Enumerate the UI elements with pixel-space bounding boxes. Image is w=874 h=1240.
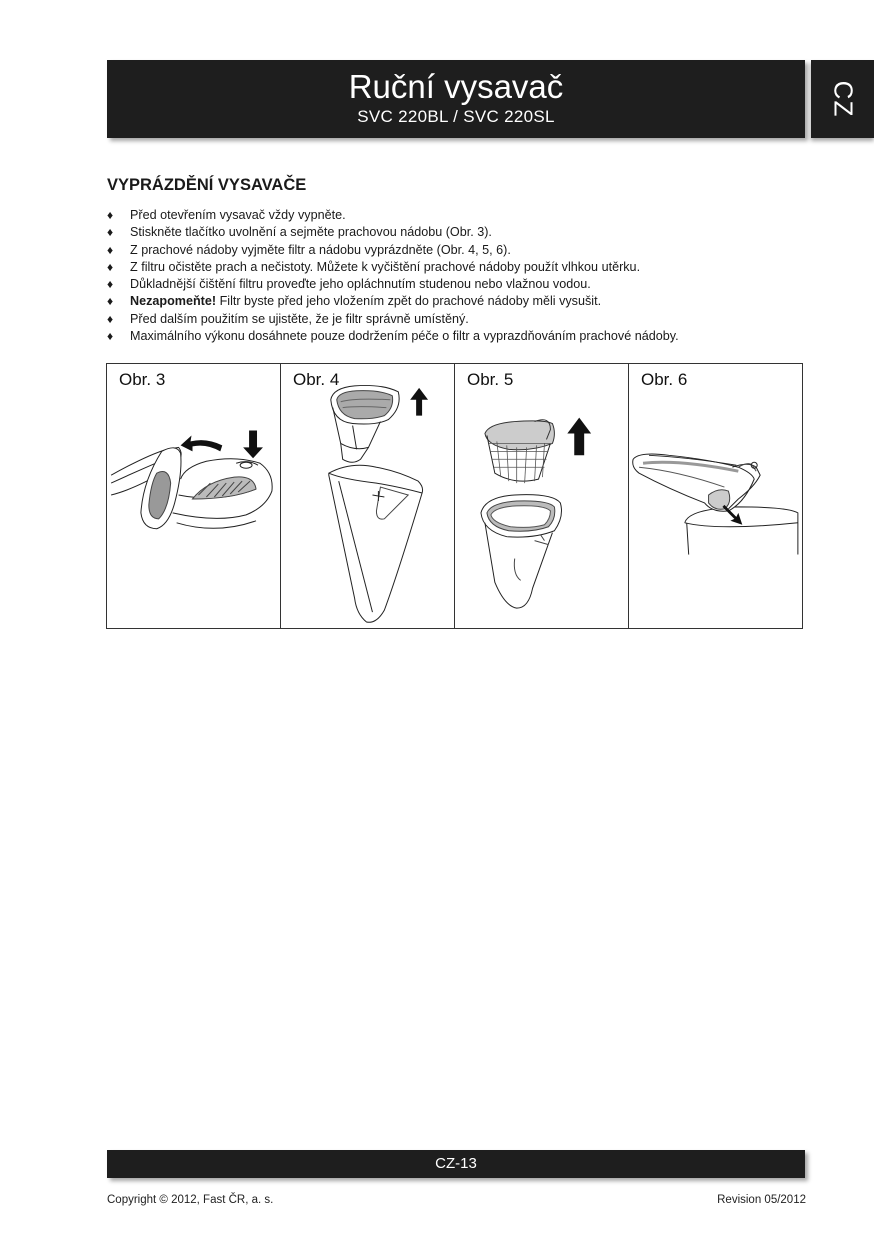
revision-text: Revision 05/2012	[717, 1194, 806, 1206]
language-code: CZ	[828, 80, 858, 118]
figure-4	[281, 364, 455, 628]
list-item: ♦ Nezapomeňte! Filtr byste před jeho vložením zpět do prachové nádoby měli vysušit.	[107, 293, 807, 310]
diamond-bullet-icon: ♦	[107, 242, 114, 257]
copyright-text: Copyright © 2012, Fast ČR, a. s.	[107, 1194, 274, 1206]
diamond-bullet-icon: ♦	[107, 277, 114, 292]
empty-container-illustration	[629, 364, 802, 628]
page-number-bar	[107, 1150, 805, 1178]
figure-label: Obr. 6	[641, 370, 688, 389]
list-item: ♦ Důkladnější čištění filtru proveďte jeho opláchnutím studenou nebo vlažnou vodou.	[107, 276, 807, 293]
list-item: ♦ Z prachové nádoby vyjměte filtr a nádobu vyprázdněte (Obr. 4, 5, 6).	[107, 242, 807, 259]
list-item: ♦ Z filtru očistěte prach a nečistoty. Můžete k vyčištění prachové nádoby použít vlhkou utěrku.	[107, 259, 807, 276]
list-item: ♦ Před otevřením vysavač vždy vypněte.	[107, 207, 807, 224]
figure-label: Obr. 4	[293, 370, 340, 389]
figure-6	[629, 364, 802, 628]
language-tab	[811, 60, 874, 138]
figure-5	[455, 364, 629, 628]
model-subtitle: SVC 220BL / SVC 220SL	[357, 107, 555, 126]
warning-emphasis: Nezapomeňte!	[130, 294, 217, 309]
diamond-bullet-icon: ♦	[107, 225, 114, 240]
vacuum-release-illustration	[107, 364, 280, 628]
diamond-bullet-icon: ♦	[107, 311, 114, 326]
filter-basket-illustration	[455, 364, 628, 628]
figure-table	[106, 363, 803, 629]
section-title: VYPRÁZDĚNÍ VYSAVAČE	[107, 176, 307, 194]
document-title: Ruční vysavač	[348, 68, 564, 105]
figure-3	[107, 364, 281, 628]
list-item: ♦ Stiskněte tlačítko uvolnění a sejměte prachovou nádobu (Obr. 3).	[107, 224, 807, 241]
header-bar	[107, 60, 805, 138]
list-item: ♦ Před dalším použitím se ujistěte, že je filtr správně umístěný.	[107, 311, 807, 328]
filter-removal-illustration	[281, 364, 454, 628]
diamond-bullet-icon: ♦	[107, 208, 114, 222]
figure-label: Obr. 5	[467, 370, 514, 389]
figure-label: Obr. 3	[119, 370, 166, 389]
diamond-bullet-icon: ♦	[107, 294, 114, 309]
instruction-list	[107, 207, 807, 345]
diamond-bullet-icon: ♦	[107, 259, 114, 274]
page-number: CZ-13	[435, 1155, 477, 1172]
diamond-bullet-icon: ♦	[107, 329, 114, 344]
list-item: ♦ Maximálního výkonu dosáhnete pouze dodržením péče o filtr a vyprazdňováním prachové nádoby.	[107, 328, 807, 345]
